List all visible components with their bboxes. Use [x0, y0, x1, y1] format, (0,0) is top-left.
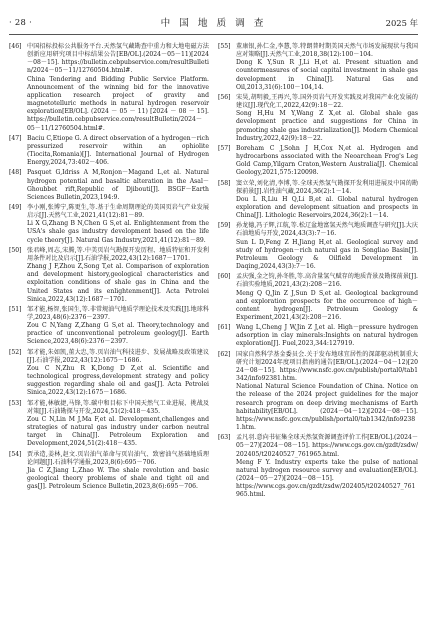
reference-text-english: Zhang J F,Zhou Z,Song T,et al. Comparison of exploration and development history,geological characteristics and exploitation conditions of shale gas in China and the United States and its enlightenment[J]. Acta Petrolei Sinica,2022,43(12):1687－1701.	[27, 263, 209, 303]
reference-text-chinese: 邹才能,杨智,张国生,等.非常规油气地质学理论技术及实践[J].地球科学,2023,48(6):2376－2397.	[27, 305, 209, 321]
reference-text-chinese: 孟凡羽.意向书征集全球天然氢资源调查评价工作[EB/OL].(2024－05－27)[2024－08－15]. https://www.cgs.gov.cn/gzdt/zsdw/202405/t20240527_761965.html.	[236, 434, 418, 458]
reference-entry	[218, 94, 418, 143]
reference-entry	[9, 400, 209, 449]
reference-number: [62]	[218, 350, 231, 358]
reference-number: [57]	[218, 144, 231, 152]
reference-text-chinese: 李小刚,张博宁,陈更生,等.基于生命周期理论的美国页岩气产业发展启示[J].天然气工业,2021,41(12):81－89.	[27, 203, 209, 220]
reference-entry	[9, 204, 209, 245]
reference-text-english: Meng F Y. Industry experts take the pulse of national natural hydrogen resource survey and evaluation[EB/OL]. (2024－05－27)[2024－08－15]. https://www.cgs.gov.cn/gzdt/zsdw/202405/t20240527_761965.html.	[236, 458, 418, 499]
reference-entry	[9, 43, 209, 133]
reference-text-english: Zou C N,Yang Z,Zhang G S,et al. Theory,technology and practice of unconventional petroleum geology[J]. Earth Science,2023,48(6):2376－2397.	[27, 322, 209, 346]
reference-entry	[218, 324, 418, 348]
reference-text-english: Song H,Hu M Y,Wang Z X,et al. Global shale gas development practice and suggestions for China in promoting shale gas industrialization[J]. Modern Chemical Industry,2022,42(9):18－22.	[236, 110, 418, 142]
reference-text-english: Li X G,Zhang B N,Chen G S,et al. Enlightenment from the USA's shale gas industry development based on the life cycle theory[J]. Natural Gas Industry,2021,41(12):81－89.	[27, 220, 209, 244]
reference-number: [58]	[218, 179, 231, 187]
reference-entry	[9, 247, 209, 304]
reference-number: [48]	[9, 169, 22, 177]
reference-text-english: Sun L D,Feng Z H,Jiang H,et al. Geological survey and study of hydrogen－rich natural gas in Songliao Basin[J]. Petroleum Geology & Oilfield Development in Daqing,2024,43(3):7－16.	[236, 238, 418, 271]
reference-entry	[9, 451, 209, 492]
reference-number: [56]	[218, 93, 231, 101]
reference-text-english: Zou C N,Zhu R K,Dong D Z,et al. Scientific and technological progress,development strategy and policy suggestion regarding shale oil and gas[J]. Acta Petrolei Sinica,2022,43(12):1675－1686.	[27, 364, 209, 397]
reference-number: [46]	[9, 43, 22, 50]
reference-number: [49]	[9, 203, 22, 211]
reference-text-english: Baciu C,Etiope G. A direct observation of a hydrogen－rich pressurized reservoir within an ophiolite (Tiocita,Romania)[J]. International Journal of Hydrogen Energy,2024,73:402－406.	[27, 134, 209, 167]
reference-entry	[9, 306, 209, 347]
reference-text-chinese: 宋昊,胡明毅,王再兴,等.国外页岩气开发实践及对我国产业化发展的建议[J].现代化工,2022,42(9):18－22.	[236, 93, 418, 110]
reference-number: [55]	[218, 43, 231, 50]
reference-text-chinese: 中国招标投标公共服务平台.天然氢气藏勘查中重力和大地电磁方法创新应用研究项目中标结果公告[EB/OL].(2024－05－11)[2024－08－15]. https://bulletin.cebpubservice.com/resultBulletin/2024－05－11/12760504.html#.	[27, 43, 209, 75]
reference-number: [63]	[218, 434, 231, 442]
reference-number: [53]	[9, 399, 22, 407]
reference-entry	[9, 169, 209, 202]
reference-entry	[218, 180, 418, 221]
publication-year: 2025 年	[385, 18, 418, 28]
reference-entry	[218, 434, 418, 499]
reference-text-english: Meng Q Q,Jin Z J,Sun D S,et al. Geological background and exploration prospects for the occurrence of high－content hydrogen[J]. Petroleum Geology & Experiment,2021,43(2):208－216.	[236, 289, 418, 321]
reference-number: [47]	[9, 134, 22, 142]
references-right-column	[218, 43, 418, 501]
reference-number: [60]	[218, 273, 231, 281]
reference-text-chinese: 张君峰,周志,宋腾,等.中美页岩气勘探开发历程、地质特征和开发利用条件对比及启示[J].石油学报,2022,43(12):1687－1701.	[27, 246, 209, 262]
journal-title: 中 国 地 质 调 查	[160, 18, 267, 29]
reference-number: [51]	[9, 305, 22, 313]
reference-text-english: Jia C Z,Jiang L,Zhao W. The shale revolution and basic geological theory problems of shale and tight oil and gas[J]. Petroleum Science Bulletin,2023,8(6):695－706.	[27, 466, 209, 491]
reference-text-english: Zou C N,Lin M J,Ma F,et al. Development,challenges and strategies of natural gas industry under carbon neutral target in China[J]. Petroleum Exploration and Development,2024,51(2):418－435.	[27, 415, 209, 448]
reference-entry	[218, 43, 418, 92]
reference-entry	[9, 349, 209, 398]
page-number: · 28 ·	[9, 17, 33, 27]
reference-text-chinese: 贾承造,姜林,赵文.页岩油气革命与页岩油气、致密油气基础地质理论问题[J].石油科学通报,2023,8(6):695－706.	[27, 450, 209, 466]
reference-text-chinese: 董康银,孙仁金,李慧,等.特朗普时期美国天然气市场发展现状与我国应对策略[J].天然气工业,2018,38(12):100－104.	[236, 43, 418, 59]
reference-text-chinese: 窦立荣,刘化清,李博,等.全球天然氢气勘探开发利用进展及中国的勘探前景[J].岩性油气藏,2024,36(2):1－14.	[236, 179, 418, 195]
reference-text-english: Wang L,Cheng J W,Jin Z J,et al. High－pressure hydrogen adsorption in clay minerals:Insights on natural hydrogen exploration[J]. Fuel,2023,344:127919.	[236, 324, 418, 348]
reference-number: [59]	[218, 222, 231, 230]
reference-text-chinese: 孟庆强,金之钧,孙冬胜,等.高含量氢气赋存的地质背景及勘探前景[J].石油实验地质,2021,43(2):208－216.	[236, 273, 418, 289]
references-left-column	[9, 43, 209, 493]
reference-number: [52]	[9, 348, 22, 356]
reference-text-english: National Natural Science Foundation of China. Notice on the release of the 2024 project guidelines for the major research program on deep driving mechanisms of Earth habitability[EB/OL]. (2024－04－12)[2024－08－15]. https://www.nsfc.gov.cn/publish/portal0/tab1342/info92381.htm.	[236, 383, 418, 432]
reference-entry	[218, 145, 418, 178]
reference-entry	[218, 273, 418, 322]
reference-text-english: Pasquet G,Idriss A M,Ronjon－Magand L,et al. Natural hydrogen potential and basaltic alteration in the Asal－Ghoubbet rift,Republic of Djibouti[J]. BSGF－Earth Sciences Bulletin,2023,194:9.	[27, 169, 209, 201]
reference-number: [61]	[218, 324, 231, 332]
reference-number: [50]	[9, 246, 22, 254]
reference-text-chinese: 邹才能,林敏捷,马锋,等.碳中和目标下中国天然气工业进展、挑战及对策[J].石油勘探与开发,2024,51(2):418－435.	[27, 399, 209, 415]
reference-entry	[9, 135, 209, 168]
reference-entry	[218, 351, 418, 433]
reference-number: [54]	[9, 450, 22, 458]
reference-text-english: China Tendering and Bidding Public Service Platform. Announcement of the winning bid for the innovative application research project of gravity and magnetotelluric methods in natural hydrogen reservoir exploration[EB/OL]. (2024 － 05 － 11) [2024 － 08 － 15]. https://bulletin.cebpubservice.com/resultBulletin/2024－05－11/12760504.html#.	[27, 75, 209, 132]
page-header	[9, 8, 418, 35]
reference-text-chinese: 孙龙德,冯子辉,江航,等.松辽盆地富氢天然气地质调查与研究[J].大庆石油地质与开发,2024,43(3):7－16.	[236, 222, 418, 238]
reference-text-chinese: 邹才能,朱如凯,董大忠,等.页岩油气科技进步、发展战略及政策建议[J].石油学报,2022,43(12):1675－1686.	[27, 348, 209, 364]
reference-text-english: Dou L R,Liu H Q,Li B,et al. Global natural hydrogen exploration and development situation and prospects in China[J]. Lithologic Reservoirs,2024,36(2):1－14.	[236, 195, 418, 220]
reference-text-english: Dong K Y,Sun R J,Li H,et al. Present situation and countermeasures of social capital investment in shale gas development in China[J]. Natural Gas and Oil,2013,31(6):100－104,14.	[236, 59, 418, 91]
reference-text-english: Boreham C J,Sohn J H,Cox N,et al. Hydrogen and hydrocarbons associated with the Neoarchean Frog's Leg Gold Camp,Yilgarn Craton,Western Australia[J]. Chemical Geology,2021,575:120098.	[236, 144, 418, 177]
reference-entry	[218, 222, 418, 271]
reference-text-chinese: 国家自然科学基金委员会.关于发布地球宜居性的深部驱动机制重大研究计划2024年度项目指南的通告[EB/OL].(2024－04－12)[2024－08－15]. https://www.nsfc.gov.cn/publish/portal0/tab1342/info92381.htm.	[236, 350, 418, 383]
